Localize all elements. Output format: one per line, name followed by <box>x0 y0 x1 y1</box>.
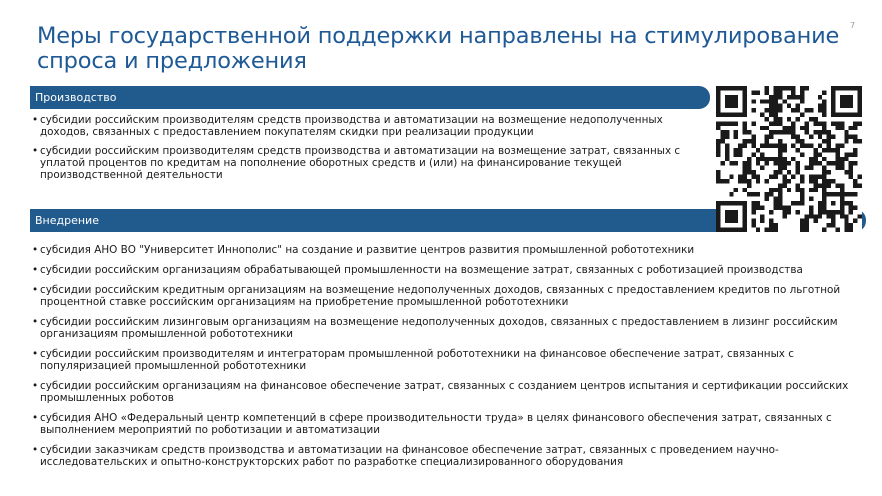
list-item: • субсидии заказчикам средств производства и автоматизации на финансовое обеспечение затрат, связанных с проведением научно-исследовательских и опытно-конструкторских работ по разработке специализированного оборудования <box>32 444 867 468</box>
list-item: • субсидии российским лизинговым организациям на возмещение недополученных доходов, связанных с предоставлением в лизинг российским организациям промышленной робототехники <box>32 316 867 340</box>
page-number: 7 <box>850 21 856 30</box>
section-header-production: Производство <box>30 86 710 109</box>
list-item: • субсидия АНО «Федеральный центр компетенций в сфере производительности труда» в целях финансового обеспечения затрат, связанных с выполнением мероприятий по роботизации и автоматизации <box>32 412 867 436</box>
list-item: • субсидия АНО ВО "Университет Иннополис" на создание и развитие центров развития промышленной робототехники <box>32 244 867 256</box>
section-header-implementation: Внедрение <box>30 209 866 232</box>
qr-code-icon[interactable] <box>716 86 862 232</box>
list-item: • субсидии российским производителям средств производства и автоматизации на возмещение недополученных доходов, связанных с предоставлением покупателям скидки при реализации продукции <box>32 114 692 138</box>
list-item: • субсидии российским организациям на финансовое обеспечение затрат, связанных с созданием центров испытания и сертификации российских промышленных роботов <box>32 380 867 404</box>
qr-code-graphic <box>716 86 862 232</box>
list-item: • субсидии российским производителям и интеграторам промышленной робототехники на финансовое обеспечение затрат, связанных с популяризацией промышленной робототехники <box>32 348 867 372</box>
list-item: • субсидии российским производителям средств производства и автоматизации на возмещение затрат, связанных с уплатой процентов по кредитам на пополнение оборотных средств и (или) на финансирование текущей производственной деятельности <box>32 145 692 181</box>
implementation-bullet-list <box>32 244 867 476</box>
list-item: • субсидии российским организациям обрабатывающей промышленности на возмещение затрат, связанных с роботизацией производства <box>32 264 867 276</box>
production-bullet-list <box>32 114 692 188</box>
list-item: • субсидии российским кредитным организациям на возмещение недополученных доходов, связанных с предоставлением кредитов по льготной процентной ставке российским организациям на приобретение промышленной робототехники <box>32 284 867 308</box>
slide-title: Меры государственной поддержки направлены на стимулирование спроса и предложения <box>37 23 840 74</box>
